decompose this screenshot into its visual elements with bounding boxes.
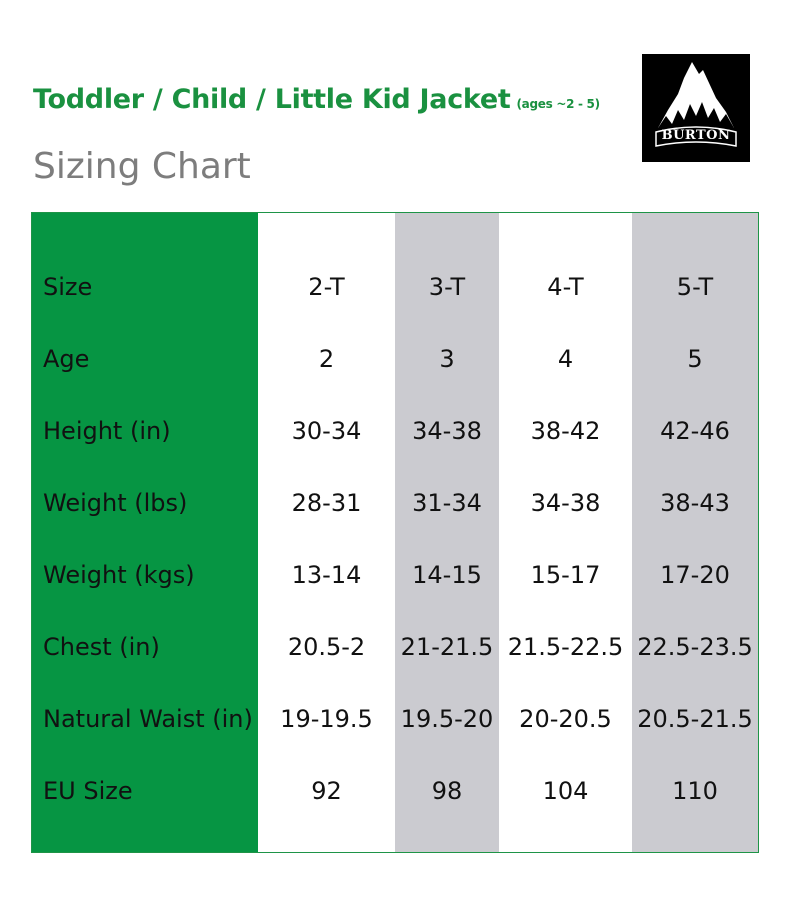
table-cell: 5 xyxy=(687,345,703,373)
sizing-chart-table xyxy=(31,212,759,853)
title-age-note: (ages ~2 - 5) xyxy=(516,97,600,111)
table-cell: 20.5-2 xyxy=(287,633,366,661)
row-label: Weight (kgs) xyxy=(43,561,195,589)
table-cell: 31-34 xyxy=(412,489,482,517)
table-cell: 2 xyxy=(318,345,335,373)
label-column xyxy=(32,213,258,852)
row-label: EU Size xyxy=(43,777,133,805)
table-cell: 34-38 xyxy=(530,489,601,517)
table-cell: 19.5-20 xyxy=(400,705,494,733)
page-subtitle: Sizing Chart xyxy=(33,146,251,187)
column-size-4 xyxy=(632,213,758,852)
mountain-logo-icon xyxy=(642,54,750,162)
table-cell: 22.5-23.5 xyxy=(637,633,753,661)
table-cell: 4-T xyxy=(547,273,584,301)
row-label: Weight (lbs) xyxy=(43,489,188,517)
table-cell: 104 xyxy=(542,777,589,805)
table-cell: 34-38 xyxy=(412,417,482,445)
table-cell: 98 xyxy=(431,777,463,805)
table-cell: 2-T xyxy=(308,273,345,301)
table-cell: 14-15 xyxy=(412,561,482,589)
table-cell: 42-46 xyxy=(660,417,730,445)
table-cell: 21.5-22.5 xyxy=(507,633,624,661)
table-cell: 20.5-21.5 xyxy=(637,705,753,733)
table-cell: 13-14 xyxy=(291,561,362,589)
column-size-3 xyxy=(499,213,632,852)
page-title xyxy=(33,84,600,115)
table-cell: 3-T xyxy=(428,273,466,301)
table-cell: 3 xyxy=(439,345,455,373)
table-cell: 38-42 xyxy=(530,417,601,445)
column-size-1 xyxy=(258,213,395,852)
table-cell: 19-19.5 xyxy=(280,705,373,733)
table-cell: 38-43 xyxy=(660,489,730,517)
table-cell: 20-20.5 xyxy=(519,705,612,733)
table-cell: 92 xyxy=(311,777,342,805)
brand-logo xyxy=(642,54,750,162)
table-cell: 21-21.5 xyxy=(400,633,494,661)
table-cell: 4 xyxy=(557,345,574,373)
title-main: Toddler / Child / Little Kid Jacket xyxy=(33,84,511,115)
row-label: Size xyxy=(43,273,93,301)
table-cell: 28-31 xyxy=(291,489,362,517)
row-label: Natural Waist (in) xyxy=(43,705,253,733)
logo-wordmark: BURTON xyxy=(661,128,731,143)
table-cell: 17-20 xyxy=(660,561,730,589)
row-label: Height (in) xyxy=(43,417,171,445)
table-cell: 30-34 xyxy=(291,417,362,445)
table-cell: 110 xyxy=(672,777,718,805)
table-cell: 5-T xyxy=(676,273,714,301)
column-size-2 xyxy=(395,213,499,852)
row-label: Chest (in) xyxy=(43,633,160,661)
table-cell: 15-17 xyxy=(530,561,601,589)
row-label: Age xyxy=(43,345,90,373)
